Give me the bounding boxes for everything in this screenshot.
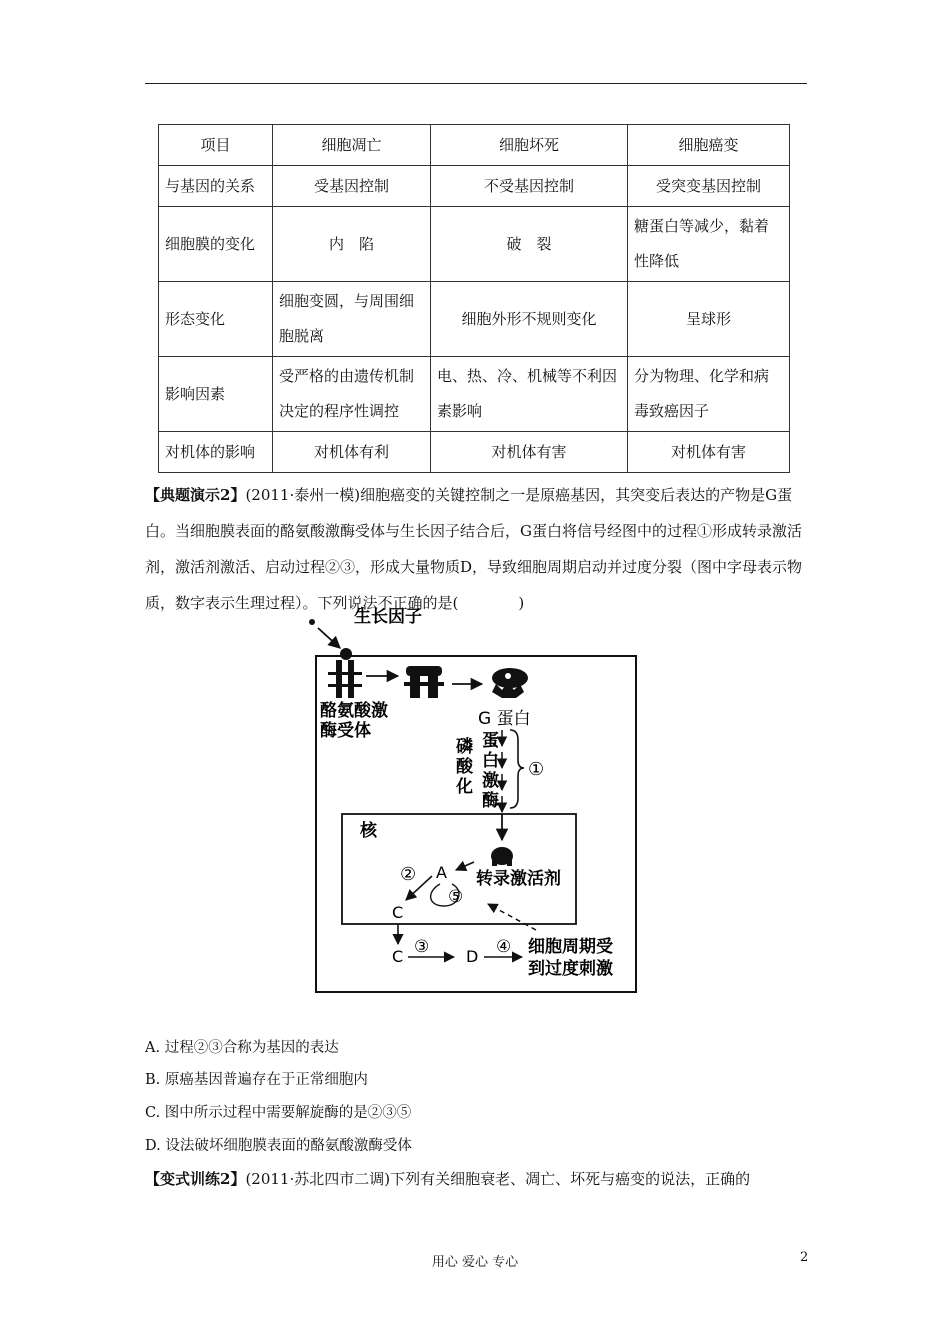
option-a: A. 过程②③合称为基因的表达 — [145, 1040, 339, 1056]
table-row — [159, 357, 790, 432]
table-cell: 影响因素 — [159, 357, 273, 432]
table-row — [159, 432, 790, 473]
next-question-text: (2011·苏北四市二调)下列有关细胞衰老、凋亡、坏死与癌变的说法，正确的 — [245, 1170, 751, 1188]
process-4-label: ④ — [496, 937, 512, 957]
table-cell: 受突变基因控制 — [628, 166, 790, 207]
process-1-brace — [510, 730, 524, 808]
label-c-nucleus: C — [392, 903, 404, 922]
kinase-char: 白 — [482, 751, 499, 771]
table-cell: 呈球形 — [628, 282, 790, 357]
table-cell: 受基因控制 — [273, 166, 431, 207]
table-header-cell: 细胞坏死 — [431, 125, 628, 166]
activated-receptor-icon — [404, 666, 444, 698]
table-cell: 细胞变圆，与周围细胞脱离 — [273, 282, 431, 357]
label-a: A — [436, 863, 447, 882]
signal-pathway-figure — [306, 600, 646, 1000]
process-2-label: ② — [400, 864, 417, 885]
table-cell: 分为物理、化学和病毒致癌因子 — [628, 357, 790, 432]
option-b: B. 原癌基因普遍存在于正常细胞内 — [145, 1072, 368, 1088]
table-cell: 内 陷 — [273, 207, 431, 282]
process-1-label: ① — [528, 759, 545, 780]
transcription-activator-icon — [491, 847, 513, 866]
comparison-table — [158, 124, 790, 473]
table-cell: 对机体有害 — [431, 432, 628, 473]
option-c: C. 图中所示过程中需要解旋酶的是②③⑤ — [145, 1105, 412, 1121]
receptor-label-line2: 酶受体 — [320, 721, 371, 741]
activator-label: 转录激活剂 — [476, 869, 561, 889]
phosphorylation-char: 磷 — [456, 737, 473, 757]
header-rule — [145, 83, 807, 84]
table-cell: 细胞膜的变化 — [159, 207, 273, 282]
question-tag: 【典题演示2】 — [145, 486, 246, 504]
table-row — [159, 282, 790, 357]
table-cell: 不受基因控制 — [431, 166, 628, 207]
phosphorylation-char: 化 — [456, 777, 473, 797]
table-cell: 与基因的关系 — [159, 166, 273, 207]
kinase-char: 激 — [482, 771, 499, 791]
table-cell: 对机体的影响 — [159, 432, 273, 473]
table-cell: 细胞外形不规则变化 — [431, 282, 628, 357]
page-footer: 用心 爱心 专心 — [431, 1255, 519, 1270]
growth-factor-molecule — [309, 619, 315, 625]
table-header-cell: 细胞凋亡 — [273, 125, 431, 166]
table-row — [159, 207, 790, 282]
cycle-label-line1: 细胞周期受 — [528, 937, 613, 957]
arrow-activator-to-a — [456, 862, 474, 870]
page-number: 2 — [800, 1250, 809, 1265]
table-cell: 电、热、冷、机械等不利因素影响 — [431, 357, 628, 432]
next-question-paragraph — [145, 1161, 807, 1197]
table-cell: 受严格的由遗传机制决定的程序性调控 — [273, 357, 431, 432]
label-c-cytoplasm: C — [392, 947, 404, 966]
kinase-char: 酶 — [482, 791, 499, 811]
table-header-cell: 项目 — [159, 125, 273, 166]
dashed-feedback-arrow — [488, 904, 536, 930]
process-5-label: ⑤ — [448, 887, 464, 907]
option-d: D. 设法破坏细胞膜表面的酪氨酸激酶受体 — [145, 1138, 412, 1154]
kinase-char: 蛋 — [482, 731, 499, 751]
phosphorylation-char: 酸 — [456, 757, 473, 777]
receptor-label-line1: 酪氨酸激 — [320, 701, 388, 721]
g-protein-label: G 蛋白 — [478, 709, 531, 729]
label-d: D — [466, 947, 479, 966]
table-cell: 破 裂 — [431, 207, 628, 282]
growth-factor-label: 生长因子 — [354, 607, 422, 627]
table-cell: 糖蛋白等减少，黏着性降低 — [628, 207, 790, 282]
next-question-tag: 【变式训练2】 — [145, 1170, 246, 1188]
table-cell: 对机体有害 — [628, 432, 790, 473]
process-3-label: ③ — [414, 937, 430, 957]
cycle-label-line2: 到过度刺激 — [528, 959, 613, 979]
table-header-cell: 细胞癌变 — [628, 125, 790, 166]
nucleus-label: 核 — [360, 821, 377, 841]
table-cell: 形态变化 — [159, 282, 273, 357]
table-header-row — [159, 125, 790, 166]
table-row — [159, 166, 790, 207]
question-text: (2011·泰州一模)细胞癌变的关键控制之一是原癌基因，其突变后表达的产物是G蛋白。当细胞膜表面的酪氨酸激酶受体与生长因子结合后，G蛋白将信号经图中的过程①形成转录激活剂，激活剂激活、启动过程②③，形成大量物质D，导致细胞周期启动并过度分裂（图中字母表示物质，数字表示生理过程）。下列说法不正确的是( ) — [145, 486, 803, 612]
arrow-growth-factor — [318, 628, 340, 648]
g-protein-icon — [492, 668, 528, 698]
table-cell: 对机体有利 — [273, 432, 431, 473]
